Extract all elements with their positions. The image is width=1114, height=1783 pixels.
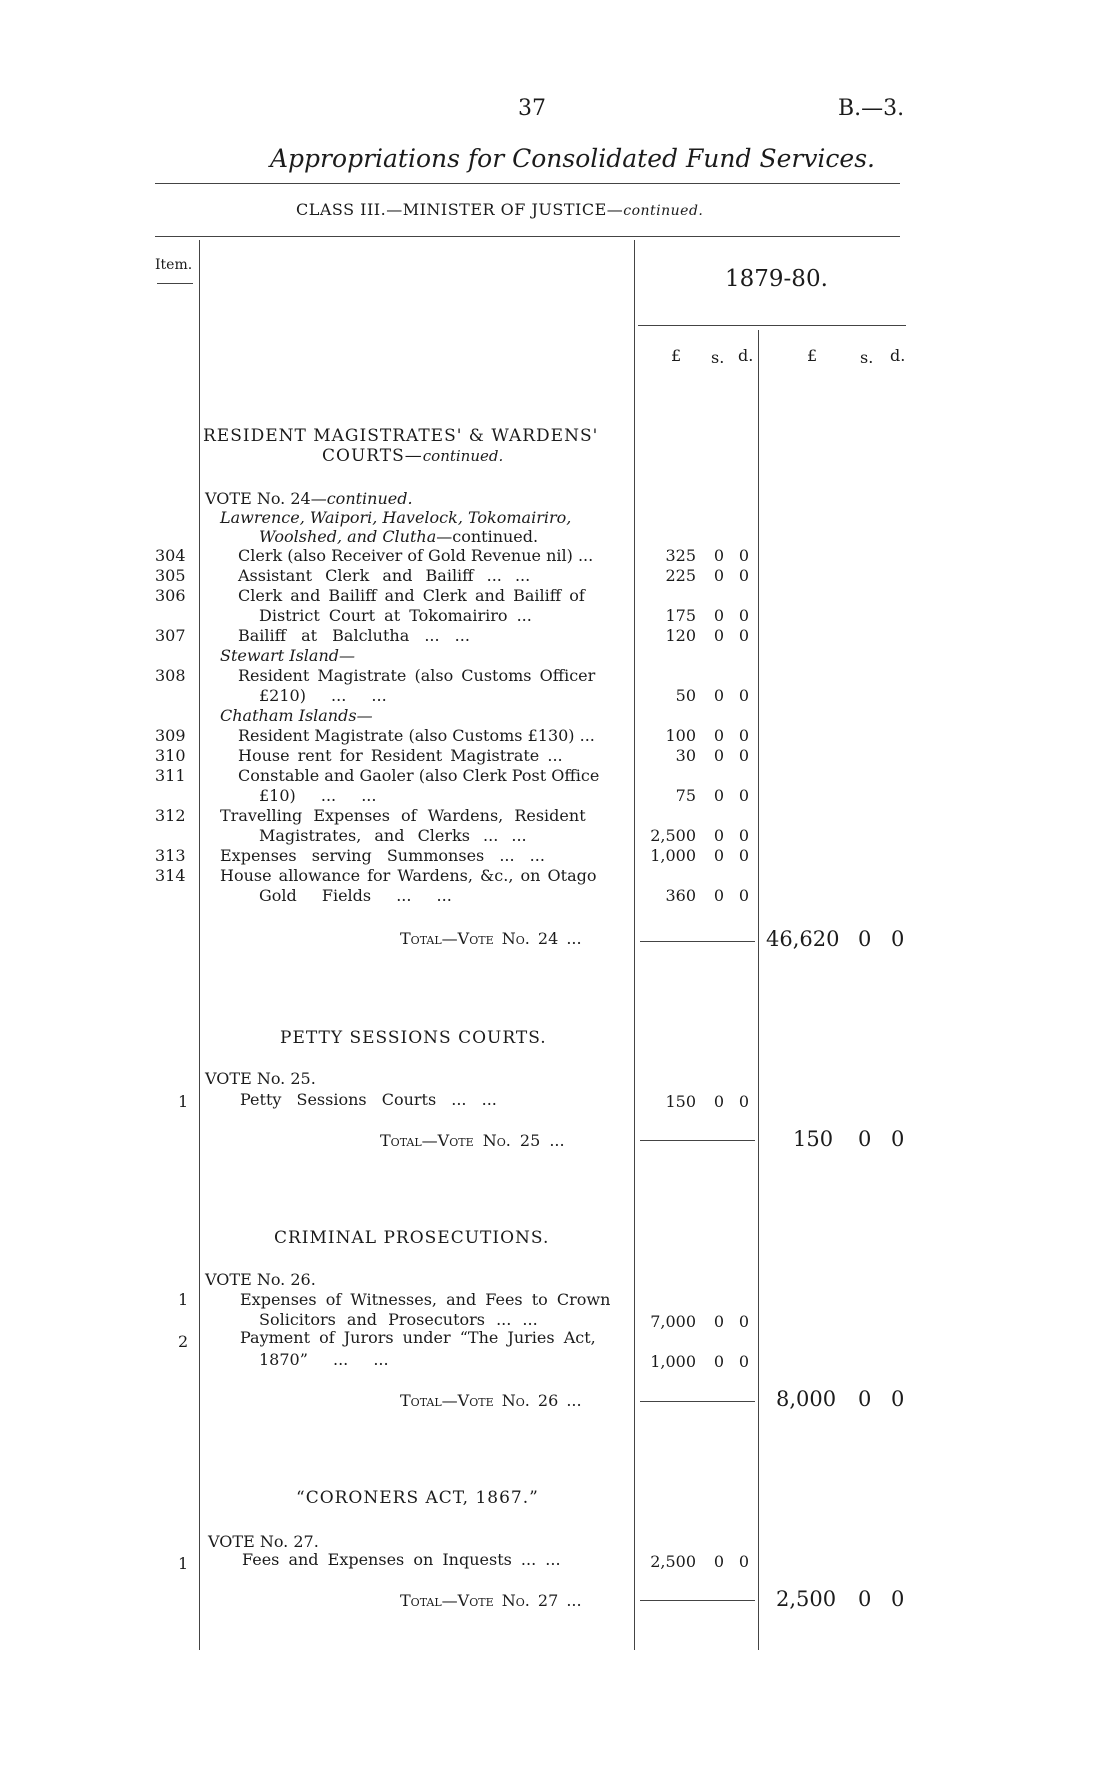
item-column-rule	[199, 240, 200, 1650]
row-text: Clerk (also Receiver of Gold Revenue nil) ...	[238, 546, 594, 565]
description-column-rule	[634, 240, 635, 1650]
amount-pounds: 100	[665, 726, 696, 745]
row-text-continued: £210) ... ...	[259, 686, 387, 705]
vote-24-prefix: VOTE No. 24—	[205, 489, 327, 508]
row-text-continued: Magistrates, and Clerks ... ...	[259, 826, 527, 845]
item-number: 304	[155, 546, 186, 565]
amount-pounds: 175	[665, 606, 696, 625]
amount-shillings: 0	[713, 726, 724, 745]
pound-header-2: £	[807, 346, 818, 365]
amount-pence: 0	[738, 1312, 749, 1331]
class-line-main: CLASS III.—MINISTER OF JUSTICE—	[296, 200, 624, 219]
page-number: 37	[518, 96, 546, 121]
class-line	[296, 200, 703, 219]
item-number: 1	[178, 1554, 189, 1573]
section-title-petty: PETTY SESSIONS COURTS.	[280, 1028, 547, 1048]
row-text-continued: £10) ... ...	[259, 786, 377, 805]
total-pounds-vote-25: 150	[793, 1127, 834, 1151]
amount-pence: 0	[738, 846, 749, 865]
total-rule-vote-26	[640, 1401, 755, 1402]
page-heading: Appropriations for Consolidated Fund Services.	[270, 144, 876, 173]
row-text: Travelling Expenses of Wardens, Resident	[220, 806, 586, 825]
amount-pence: 0	[738, 686, 749, 705]
total-shillings-vote-27: 0	[858, 1587, 872, 1611]
amount-pounds: 150	[665, 1092, 696, 1111]
amount-pence: 0	[738, 1552, 749, 1571]
row-text: Bailiff at Balclutha ... ...	[238, 626, 470, 645]
amount-shillings: 0	[713, 826, 724, 845]
vote-24-label	[205, 489, 413, 508]
places-line-1: Lawrence, Waipori, Havelock, Tokomairiro,	[220, 508, 572, 527]
amount-pounds: 7,000	[650, 1312, 696, 1331]
row-text: House allowance for Wardens, &c., on Otago	[220, 866, 597, 885]
pence-header-2: d.	[890, 346, 906, 365]
item-header-underline	[157, 283, 193, 284]
section-title-resident-courts: COURTS—	[322, 446, 423, 466]
total-pence-vote-25: 0	[891, 1127, 905, 1151]
total-label-vote-24: Total—Vote No. 24 ...	[400, 929, 582, 948]
amount-shillings: 0	[713, 1552, 724, 1571]
amount-pounds: 225	[665, 566, 696, 585]
amount-pounds: 325	[665, 546, 696, 565]
amount-pounds: 360	[665, 886, 696, 905]
total-pence-vote-27: 0	[891, 1587, 905, 1611]
amount-pence: 0	[738, 1092, 749, 1111]
total-pounds-vote-27: 2,500	[776, 1587, 837, 1611]
total-rule-vote-27	[640, 1600, 755, 1601]
item-number: 305	[155, 566, 186, 585]
item-number: 2	[178, 1332, 189, 1351]
total-pence-vote-24: 0	[891, 927, 905, 951]
row-text: Expenses of Witnesses, and Fees to Crown	[240, 1290, 611, 1309]
item-number: 311	[155, 766, 186, 785]
amount-pounds: 1,000	[650, 846, 696, 865]
row-text-continued: District Court at Tokomairiro ...	[259, 606, 532, 625]
row-text-continued: 1870” ... ...	[259, 1350, 389, 1369]
total-rule-vote-24	[640, 941, 755, 942]
item-column-header: Item.	[155, 257, 193, 273]
amount-pence: 0	[738, 726, 749, 745]
amount-pence: 0	[738, 826, 749, 845]
amount-shillings: 0	[713, 746, 724, 765]
amount-pence: 0	[738, 546, 749, 565]
pence-header-1: d.	[738, 346, 754, 365]
amount-shillings: 0	[713, 626, 724, 645]
amount-shillings: 0	[713, 566, 724, 585]
item-number: 313	[155, 846, 186, 865]
row-text: Resident Magistrate (also Customs Officer	[238, 666, 596, 685]
amount-shillings: 0	[713, 786, 724, 805]
amount-pounds: 75	[675, 786, 696, 805]
total-rule-vote-25	[640, 1140, 755, 1141]
row-text: Assistant Clerk and Bailiff ... ...	[238, 566, 531, 585]
item-number: 1	[178, 1290, 189, 1309]
row-text: Fees and Expenses on Inquests ... ...	[242, 1550, 561, 1569]
amount-shillings: 0	[713, 1352, 724, 1371]
amount-shillings: 0	[713, 606, 724, 625]
amount-shillings: 0	[713, 1312, 724, 1331]
row-text: Petty Sessions Courts ... ...	[240, 1090, 497, 1109]
amount-pence: 0	[738, 566, 749, 585]
item-number: 1	[178, 1092, 189, 1111]
item-number: 308	[155, 666, 186, 685]
amount-pence: 0	[738, 786, 749, 805]
vote-27-label: VOTE No. 27.	[208, 1532, 319, 1551]
amount-pounds: 2,500	[650, 826, 696, 845]
shilling-header-1: s.	[711, 348, 725, 367]
total-label-vote-25: Total—Vote No. 25 ...	[380, 1131, 565, 1150]
shilling-header-2: s.	[860, 348, 874, 367]
row-text: Constable and Gaoler (also Clerk Post Office	[238, 766, 600, 785]
row-text-continued: Gold Fields ... ...	[259, 886, 452, 905]
total-label-vote-26: Total—Vote No. 26 ...	[400, 1391, 582, 1410]
total-pounds-vote-24: 46,620	[766, 927, 840, 951]
item-number: 309	[155, 726, 186, 745]
amount-pence: 0	[738, 886, 749, 905]
subheading-chatham-islands: Chatham Islands—	[220, 706, 373, 725]
item-number: 307	[155, 626, 186, 645]
places-line-2-continued: —continued.	[436, 527, 539, 546]
table-top-rule	[155, 236, 900, 237]
section-title-resident-continued: continued.	[422, 447, 504, 465]
heading-rule	[155, 183, 900, 184]
row-text: Resident Magistrate (also Customs £130) ...	[238, 726, 595, 745]
amount-pounds: 2,500	[650, 1552, 696, 1571]
total-shillings-vote-25: 0	[858, 1127, 872, 1151]
pound-header-1: £	[671, 346, 682, 365]
amount-pence: 0	[738, 606, 749, 625]
vote-24-continued: continued.	[326, 489, 413, 508]
places-line-2-names: Woolshed, and Clutha	[259, 527, 437, 546]
total-label-vote-27: Total—Vote No. 27 ...	[400, 1591, 582, 1610]
row-text-continued: Solicitors and Prosecutors ... ...	[259, 1310, 538, 1329]
year-column-header: 1879-80.	[725, 266, 828, 292]
year-header-rule	[638, 325, 906, 326]
amount-shillings: 0	[713, 846, 724, 865]
vote-26-label: VOTE No. 26.	[205, 1270, 316, 1289]
total-pounds-vote-26: 8,000	[776, 1387, 837, 1411]
amount-pounds: 50	[675, 686, 696, 705]
section-title-resident: RESIDENT MAGISTRATES' & WARDENS'	[203, 426, 599, 446]
amount-pounds: 1,000	[650, 1352, 696, 1371]
row-text: Expenses serving Summonses ... ...	[220, 846, 545, 865]
item-number: 310	[155, 746, 186, 765]
amount-pence: 0	[738, 1352, 749, 1371]
row-text: House rent for Resident Magistrate ...	[238, 746, 563, 765]
places-line-2	[259, 527, 538, 546]
item-number: 312	[155, 806, 186, 825]
amount-shillings: 0	[713, 686, 724, 705]
amount-pounds: 30	[675, 746, 696, 765]
amount-pence: 0	[738, 626, 749, 645]
item-number: 314	[155, 866, 186, 885]
row-text: Clerk and Bailiff and Clerk and Bailiff of	[238, 586, 585, 605]
section-title-coroners: “CORONERS ACT, 1867.”	[296, 1488, 539, 1508]
row-text: Payment of Jurors under “The Juries Act,	[240, 1328, 596, 1347]
amount-pence: 0	[738, 746, 749, 765]
amount-shillings: 0	[713, 1092, 724, 1111]
section-title-criminal: CRIMINAL PROSECUTIONS.	[274, 1228, 550, 1248]
subheading-stewart-island: Stewart Island—	[220, 646, 355, 665]
class-line-continued: continued.	[623, 203, 704, 219]
document-reference: B.—3.	[838, 96, 905, 121]
total-shillings-vote-24: 0	[858, 927, 872, 951]
vote-25-label: VOTE No. 25.	[205, 1069, 316, 1088]
amount-shillings: 0	[713, 546, 724, 565]
section-title-resident-line2	[322, 446, 503, 466]
item-number: 306	[155, 586, 186, 605]
amount-pounds: 120	[665, 626, 696, 645]
total-shillings-vote-26: 0	[858, 1387, 872, 1411]
detail-column-rule	[758, 330, 759, 1650]
amount-shillings: 0	[713, 886, 724, 905]
total-pence-vote-26: 0	[891, 1387, 905, 1411]
